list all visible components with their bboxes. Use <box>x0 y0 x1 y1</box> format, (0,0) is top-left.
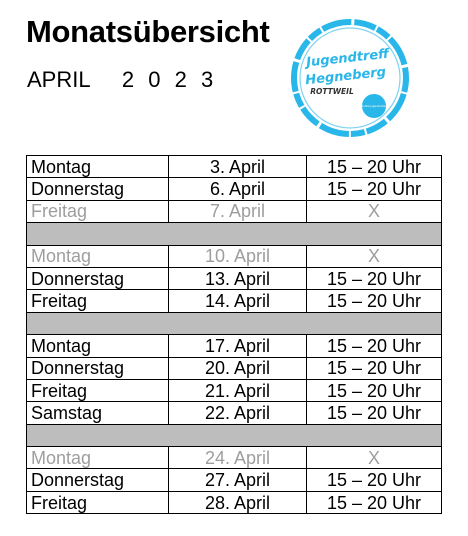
day-cell: Montag <box>27 447 169 469</box>
separator-row <box>27 424 442 446</box>
time-cell: X <box>307 200 442 222</box>
day-cell: Donnerstag <box>27 357 169 379</box>
day-cell: Montag <box>27 245 169 267</box>
jugendtreff-logo <box>288 16 412 140</box>
schedule-body <box>27 156 442 514</box>
time-cell: 15 – 20 Uhr <box>307 178 442 200</box>
date-cell: 10. April <box>169 245 307 267</box>
day-cell: Montag <box>27 335 169 357</box>
month-label: APRIL <box>27 67 90 92</box>
date-cell: 3. April <box>169 156 307 178</box>
time-cell: 15 – 20 Uhr <box>307 335 442 357</box>
time-cell: 15 – 20 Uhr <box>307 357 442 379</box>
date-cell: 21. April <box>169 379 307 401</box>
table-row <box>27 267 442 289</box>
time-cell: 15 – 20 Uhr <box>307 290 442 312</box>
table-row <box>27 290 442 312</box>
page-title: Monatsübersicht <box>26 14 270 49</box>
logo-line3: ROTTWEIL <box>310 87 354 96</box>
time-cell: 15 – 20 Uhr <box>307 469 442 491</box>
table-row <box>27 379 442 401</box>
day-cell: Montag <box>27 156 169 178</box>
day-cell: Freitag <box>27 290 169 312</box>
time-cell: 15 – 20 Uhr <box>307 267 442 289</box>
logo-badge-text: Mobile Jugendarbeit <box>361 105 387 108</box>
time-cell: 15 – 20 Uhr <box>307 402 442 424</box>
time-cell: X <box>307 447 442 469</box>
year-label: 2 0 2 3 <box>121 67 218 92</box>
date-cell: 20. April <box>169 357 307 379</box>
day-cell: Donnerstag <box>27 267 169 289</box>
day-cell: Freitag <box>27 379 169 401</box>
closed-day-row <box>27 447 442 469</box>
table-row <box>27 402 442 424</box>
date-cell: 6. April <box>169 178 307 200</box>
table-row <box>27 491 442 513</box>
date-cell: 13. April <box>169 267 307 289</box>
time-cell: 15 – 20 Uhr <box>307 379 442 401</box>
month-year <box>27 67 217 93</box>
date-cell: 7. April <box>169 200 307 222</box>
day-cell: Freitag <box>27 491 169 513</box>
table-row <box>27 178 442 200</box>
table-row <box>27 335 442 357</box>
schedule-table <box>26 155 442 514</box>
date-cell: 22. April <box>169 402 307 424</box>
separator-cell <box>27 223 442 245</box>
separator-cell <box>27 424 442 446</box>
date-cell: 17. April <box>169 335 307 357</box>
table-row <box>27 357 442 379</box>
date-cell: 27. April <box>169 469 307 491</box>
time-cell: 15 – 20 Uhr <box>307 491 442 513</box>
date-cell: 28. April <box>169 491 307 513</box>
time-cell: X <box>307 245 442 267</box>
date-cell: 14. April <box>169 290 307 312</box>
logo-line2: Hegneberg <box>304 64 387 89</box>
date-cell: 24. April <box>169 447 307 469</box>
day-cell: Donnerstag <box>27 469 169 491</box>
separator-row <box>27 223 442 245</box>
separator-cell <box>27 312 442 334</box>
day-cell: Samstag <box>27 402 169 424</box>
closed-day-row <box>27 245 442 267</box>
separator-row <box>27 312 442 334</box>
day-cell: Freitag <box>27 200 169 222</box>
closed-day-row <box>27 200 442 222</box>
table-row <box>27 156 442 178</box>
day-cell: Donnerstag <box>27 178 169 200</box>
time-cell: 15 – 20 Uhr <box>307 156 442 178</box>
logo-line1: Jugendtreff <box>305 46 390 71</box>
table-row <box>27 469 442 491</box>
